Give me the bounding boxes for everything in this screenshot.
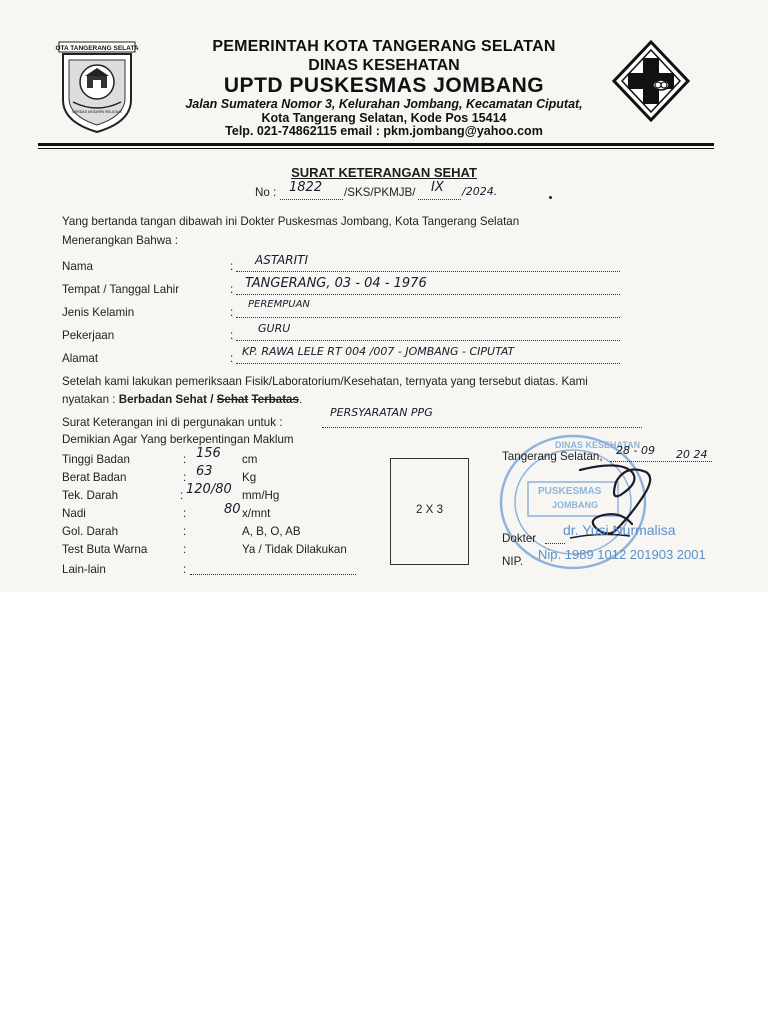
stamp-text-middle: PUSKESMAS <box>538 486 602 497</box>
result-period: . <box>298 393 303 406</box>
closing-line: Demikian Agar Yang berkepentingan Maklum <box>62 433 294 446</box>
purpose-value: PERSYARATAN PPG <box>330 406 433 419</box>
document-number-year: /2024. <box>462 185 498 198</box>
field-value-birth: TANGERANG, 03 - 04 - 1976 <box>245 276 427 291</box>
nip-label: NIP. <box>502 555 524 568</box>
field-line-gender <box>236 317 620 318</box>
vital-label-blood-type: Gol. Darah <box>62 525 119 538</box>
result-line2-prefix: nyatakan : <box>62 393 119 406</box>
document-title: SURAT KETERANGAN SEHAT <box>291 165 477 180</box>
result-line2 <box>62 393 302 406</box>
field-colon: : <box>183 525 187 538</box>
vital-value-pulse: 80 <box>224 502 241 517</box>
vital-unit-weight: Kg <box>242 471 257 484</box>
field-colon: : <box>183 471 187 484</box>
field-label-address: Alamat <box>62 352 99 365</box>
intro-line2: Menerangkan Bahwa : <box>62 234 179 247</box>
field-colon: : <box>230 283 234 296</box>
vital-value-height: 156 <box>196 446 221 461</box>
field-colon: : <box>230 329 234 342</box>
signature-year: 20 24 <box>676 448 708 461</box>
vital-unit-height: cm <box>242 453 258 466</box>
doctor-dotted-line <box>545 543 565 544</box>
intro-line1: Yang bertanda tangan dibawah ini Dokter Puskesmas Jombang, Kota Tangerang Selatan <box>62 215 520 228</box>
field-label-occupation: Pekerjaan <box>62 329 115 342</box>
logo-title-text: KOTA TANGERANG SELATAN <box>55 45 139 52</box>
purpose-dotted-line <box>322 427 642 428</box>
vital-label-other: Lain-lain <box>62 563 106 576</box>
field-value-address: KP. RAWA LELE RT 004 /007 - JOMBANG - CIPUTAT <box>242 345 515 358</box>
result-struck-word: Sehat <box>216 393 249 406</box>
header-government-line: PEMERINTAH KOTA TANGERANG SELATAN <box>212 38 556 55</box>
vital-label-bp: Tek. Darah <box>62 489 119 502</box>
photo-box-label: 2 X 3 <box>415 503 444 516</box>
doctor-name: dr. Yusi Nurmalisa <box>563 522 676 538</box>
result-struck-tail: Terbatas <box>251 393 299 406</box>
document-number-prefix: No : <box>255 186 277 199</box>
field-label-gender: Jenis Kelamin <box>62 306 135 319</box>
doctor-label: Dokter <box>502 532 537 545</box>
header-institution-line: UPTD PUSKESMAS JOMBANG <box>223 74 545 97</box>
field-colon: : <box>230 306 234 319</box>
document-number-value: 1822 <box>289 180 323 195</box>
purpose-label: Surat Keterangan ini di pergunakan untuk : <box>62 416 283 429</box>
field-value-name: ASTARITI <box>255 253 309 267</box>
stamp-text-bottom: JOMBANG <box>552 500 599 510</box>
field-label-birth: Tempat / Tanggal Lahir <box>62 283 180 296</box>
other-dotted-line <box>190 574 356 575</box>
field-value-gender: PEREMPUAN <box>248 299 310 310</box>
blank-area <box>0 592 768 1024</box>
field-colon: : <box>183 507 187 520</box>
field-colon: : <box>183 563 187 576</box>
nip-value: Nip. 1989 1012 201903 2001 <box>538 547 706 562</box>
vital-label-height: Tinggi Badan <box>62 453 130 466</box>
vital-label-color-blind: Test Buta Warna <box>62 543 148 556</box>
number-dotted-line <box>280 199 343 200</box>
ink-dot <box>549 196 552 199</box>
result-healthy: Berbadan Sehat / <box>118 393 214 406</box>
field-line-name <box>236 271 620 272</box>
header-department-line: DINAS KESEHATAN <box>308 57 460 74</box>
vital-value-bp: 120/80 <box>186 482 232 497</box>
field-colon: : <box>183 543 187 556</box>
field-value-occupation: GURU <box>258 322 291 335</box>
month-dotted-line <box>418 199 461 200</box>
header-divider-thick <box>38 143 714 146</box>
field-label-name: Nama <box>62 260 93 273</box>
header-contact-line: Telp. 021-74862115 email : pkm.jombang@yahoo.com <box>225 124 543 138</box>
vital-options-color-blind: Ya / Tidak Dilakukan <box>242 543 347 556</box>
signature-date: 28 - 09 <box>616 444 655 457</box>
vital-unit-bp: mm/Hg <box>242 489 280 502</box>
field-colon: : <box>180 489 184 502</box>
header-address-line1: Jalan Sumatera Nomor 3, Kelurahan Jombang, Kecamatan Ciputat, <box>185 97 583 111</box>
field-colon: : <box>230 352 234 365</box>
stamp-text-top: DINAS KESEHATAN <box>555 440 641 450</box>
result-line1: Setelah kami lakukan pemeriksaan Fisik/Laboratorium/Kesehatan, ternyata yang tersebut diatas. Kami <box>62 375 588 388</box>
vital-label-weight: Berat Badan <box>62 471 127 484</box>
field-line-birth <box>236 294 620 295</box>
document-number-code: /SKS/PKMJB/ <box>344 186 416 199</box>
logo-motto-text: CERDAS MODERN RELIGIUS <box>72 110 122 114</box>
vital-options-blood-type: A, B, O, AB <box>242 525 301 538</box>
field-line-address <box>236 363 620 364</box>
vital-unit-pulse: x/mnt <box>242 507 271 520</box>
vital-label-pulse: Nadi <box>62 507 86 520</box>
document-number-month: IX <box>431 180 444 195</box>
field-line-occupation <box>236 340 620 341</box>
header-address-line2: Kota Tangerang Selatan, Kode Pos 15414 <box>261 111 507 125</box>
header-divider-thin <box>38 148 714 149</box>
signature-place: Tangerang Selatan, <box>502 450 603 463</box>
field-colon: : <box>230 260 234 273</box>
field-colon: : <box>183 453 187 466</box>
vital-value-weight: 63 <box>196 464 213 479</box>
